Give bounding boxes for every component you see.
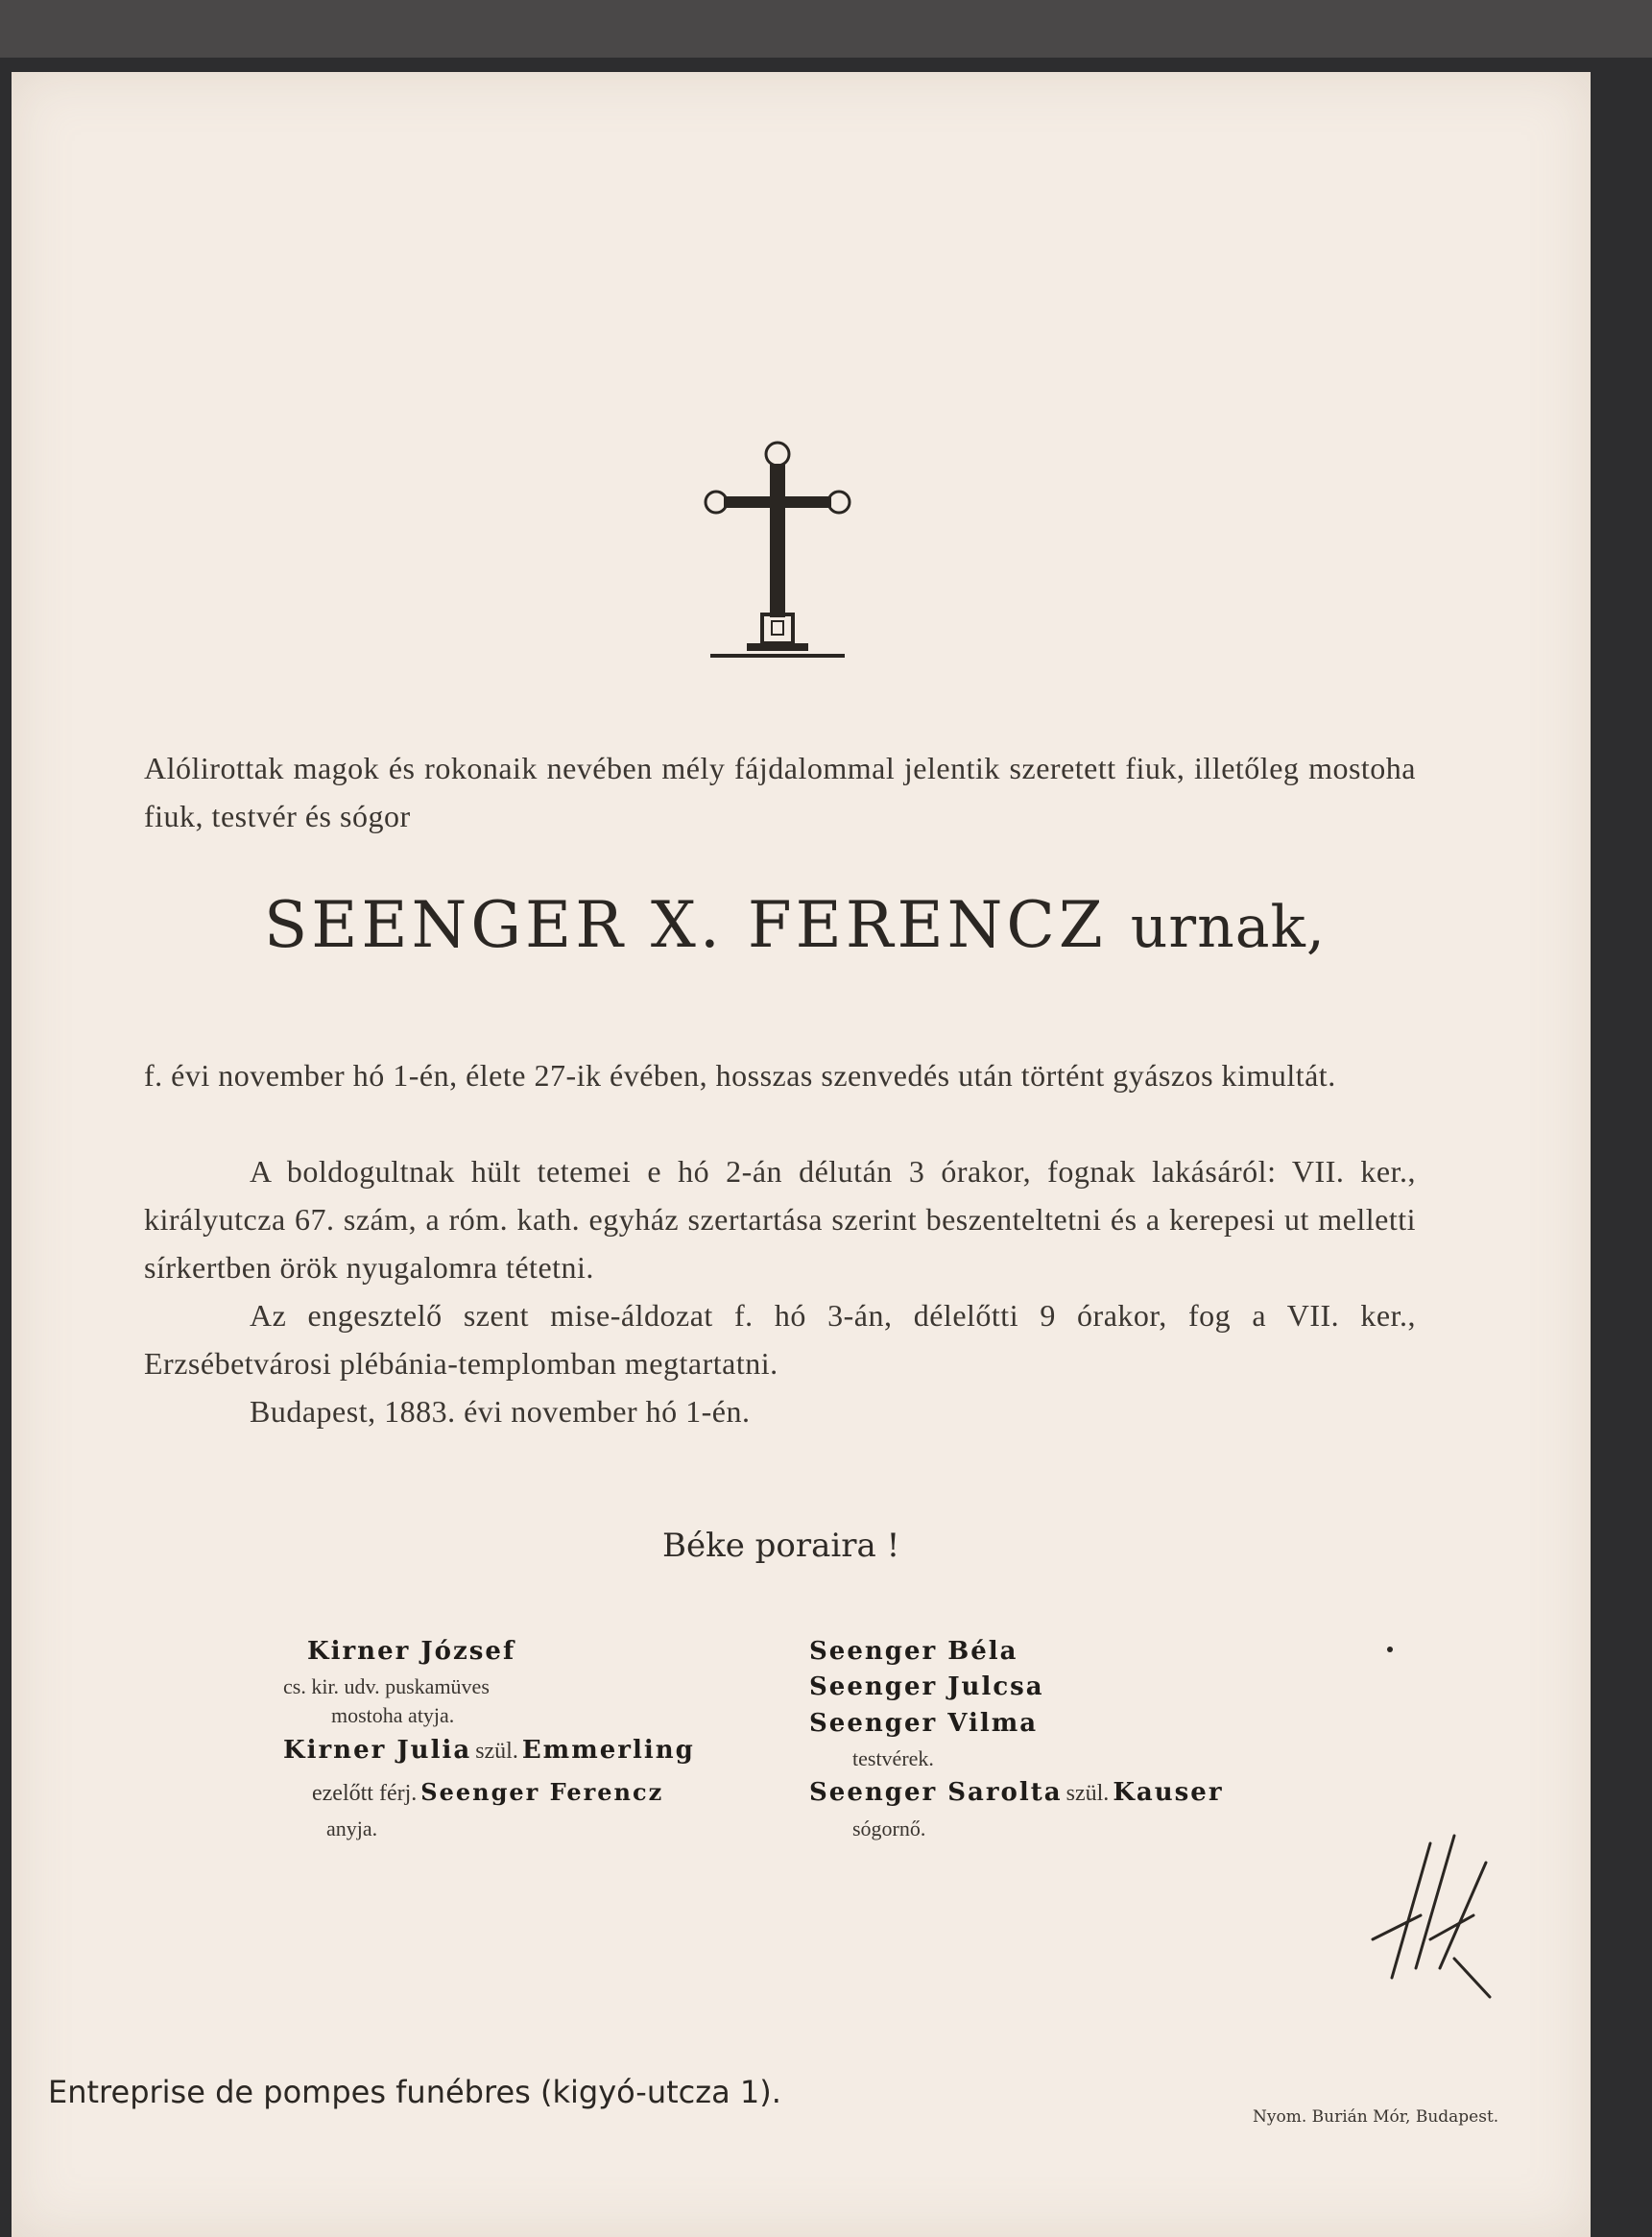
signatory-mother-name: Kirner Julia	[283, 1736, 472, 1765]
undertaker-footer: Entreprise de pompes funébres (kigyó-utcza 1).	[48, 2074, 781, 2110]
signatory-mother-born: szül.	[475, 1739, 518, 1764]
handwritten-number	[1363, 1824, 1497, 2007]
scan-border-top	[0, 0, 1652, 58]
paragraph-date: Budapest, 1883. évi november hó 1-én.	[250, 1394, 751, 1429]
signatory-sibling-3: Seenger Vilma	[809, 1709, 1039, 1738]
signatory-father-title: cs. kir. udv. puskamüves	[283, 1674, 490, 1698]
signatory-mother-previous	[312, 1778, 663, 1808]
paragraph-death: f. évi november hó 1-én, élete 27-ik évében, hosszas szenvedés után történt gyászos kimultát.	[144, 1058, 1336, 1093]
signatory-sibling-1: Seenger Béla	[809, 1637, 1018, 1666]
deceased-name-suffix: urnak,	[1130, 894, 1326, 961]
deceased-name-main: SEENGER X. FERENCZ	[264, 888, 1107, 962]
printer-footer: Nyom. Burián Mór, Budapest.	[1253, 2107, 1499, 2127]
peace-line: Béke poraira !	[662, 1527, 900, 1565]
paragraph-mass: Az engesztelő szent mise-áldozat f. hó 3-án, délelőtti 9 órakor, fog a VII. ker., Erzsébetvárosi plébánia-templomban megtartatni.	[144, 1298, 1416, 1381]
paragraph-funeral: A boldogultnak hült tetemei e hó 2-án délután 3 órakor, fognak lakásáról: VII. ker., királyutcza 67. szám, a róm. kath. egyház szertartása szerint beszenteltetni és a kerepesi ut melletti sírkertben örök nyugalomra tétetni.	[144, 1154, 1416, 1285]
signatory-siblings-role: testvérek.	[852, 1746, 934, 1770]
cross-icon	[701, 437, 854, 667]
signatory-mother-prev-prefix: ezelőtt férj.	[312, 1781, 418, 1806]
signatory-mother-maiden: Emmerling	[521, 1736, 695, 1765]
signatory-mother-role: anyja.	[326, 1816, 378, 1840]
signatory-sibling-2: Seenger Julcsa	[809, 1672, 1044, 1701]
signatory-mother-prev-husband: Seenger Ferencz	[420, 1778, 664, 1806]
signatory-mother	[283, 1736, 695, 1766]
signatory-father-name: Kirner József	[307, 1637, 516, 1666]
ink-dot	[1387, 1647, 1393, 1652]
signatory-inlaw-maiden: Kauser	[1113, 1778, 1224, 1807]
signatory-father	[307, 1637, 515, 1666]
signatory-father-role: mostoha atyja.	[331, 1703, 455, 1727]
signatory-inlaw-role: sógornő.	[852, 1816, 926, 1840]
intro-text: Alólirottak magok és rokonaik nevében mély fájdalommal jelentik szeretett fiuk, illetőleg mostoha fiuk, testvér és sógor	[144, 751, 1416, 833]
signatory-inlaw	[809, 1778, 1224, 1808]
signatory-inlaw-born: szül.	[1065, 1781, 1110, 1806]
deceased-name	[264, 888, 1416, 962]
signatory-inlaw-name: Seenger Sarolta	[809, 1778, 1063, 1807]
